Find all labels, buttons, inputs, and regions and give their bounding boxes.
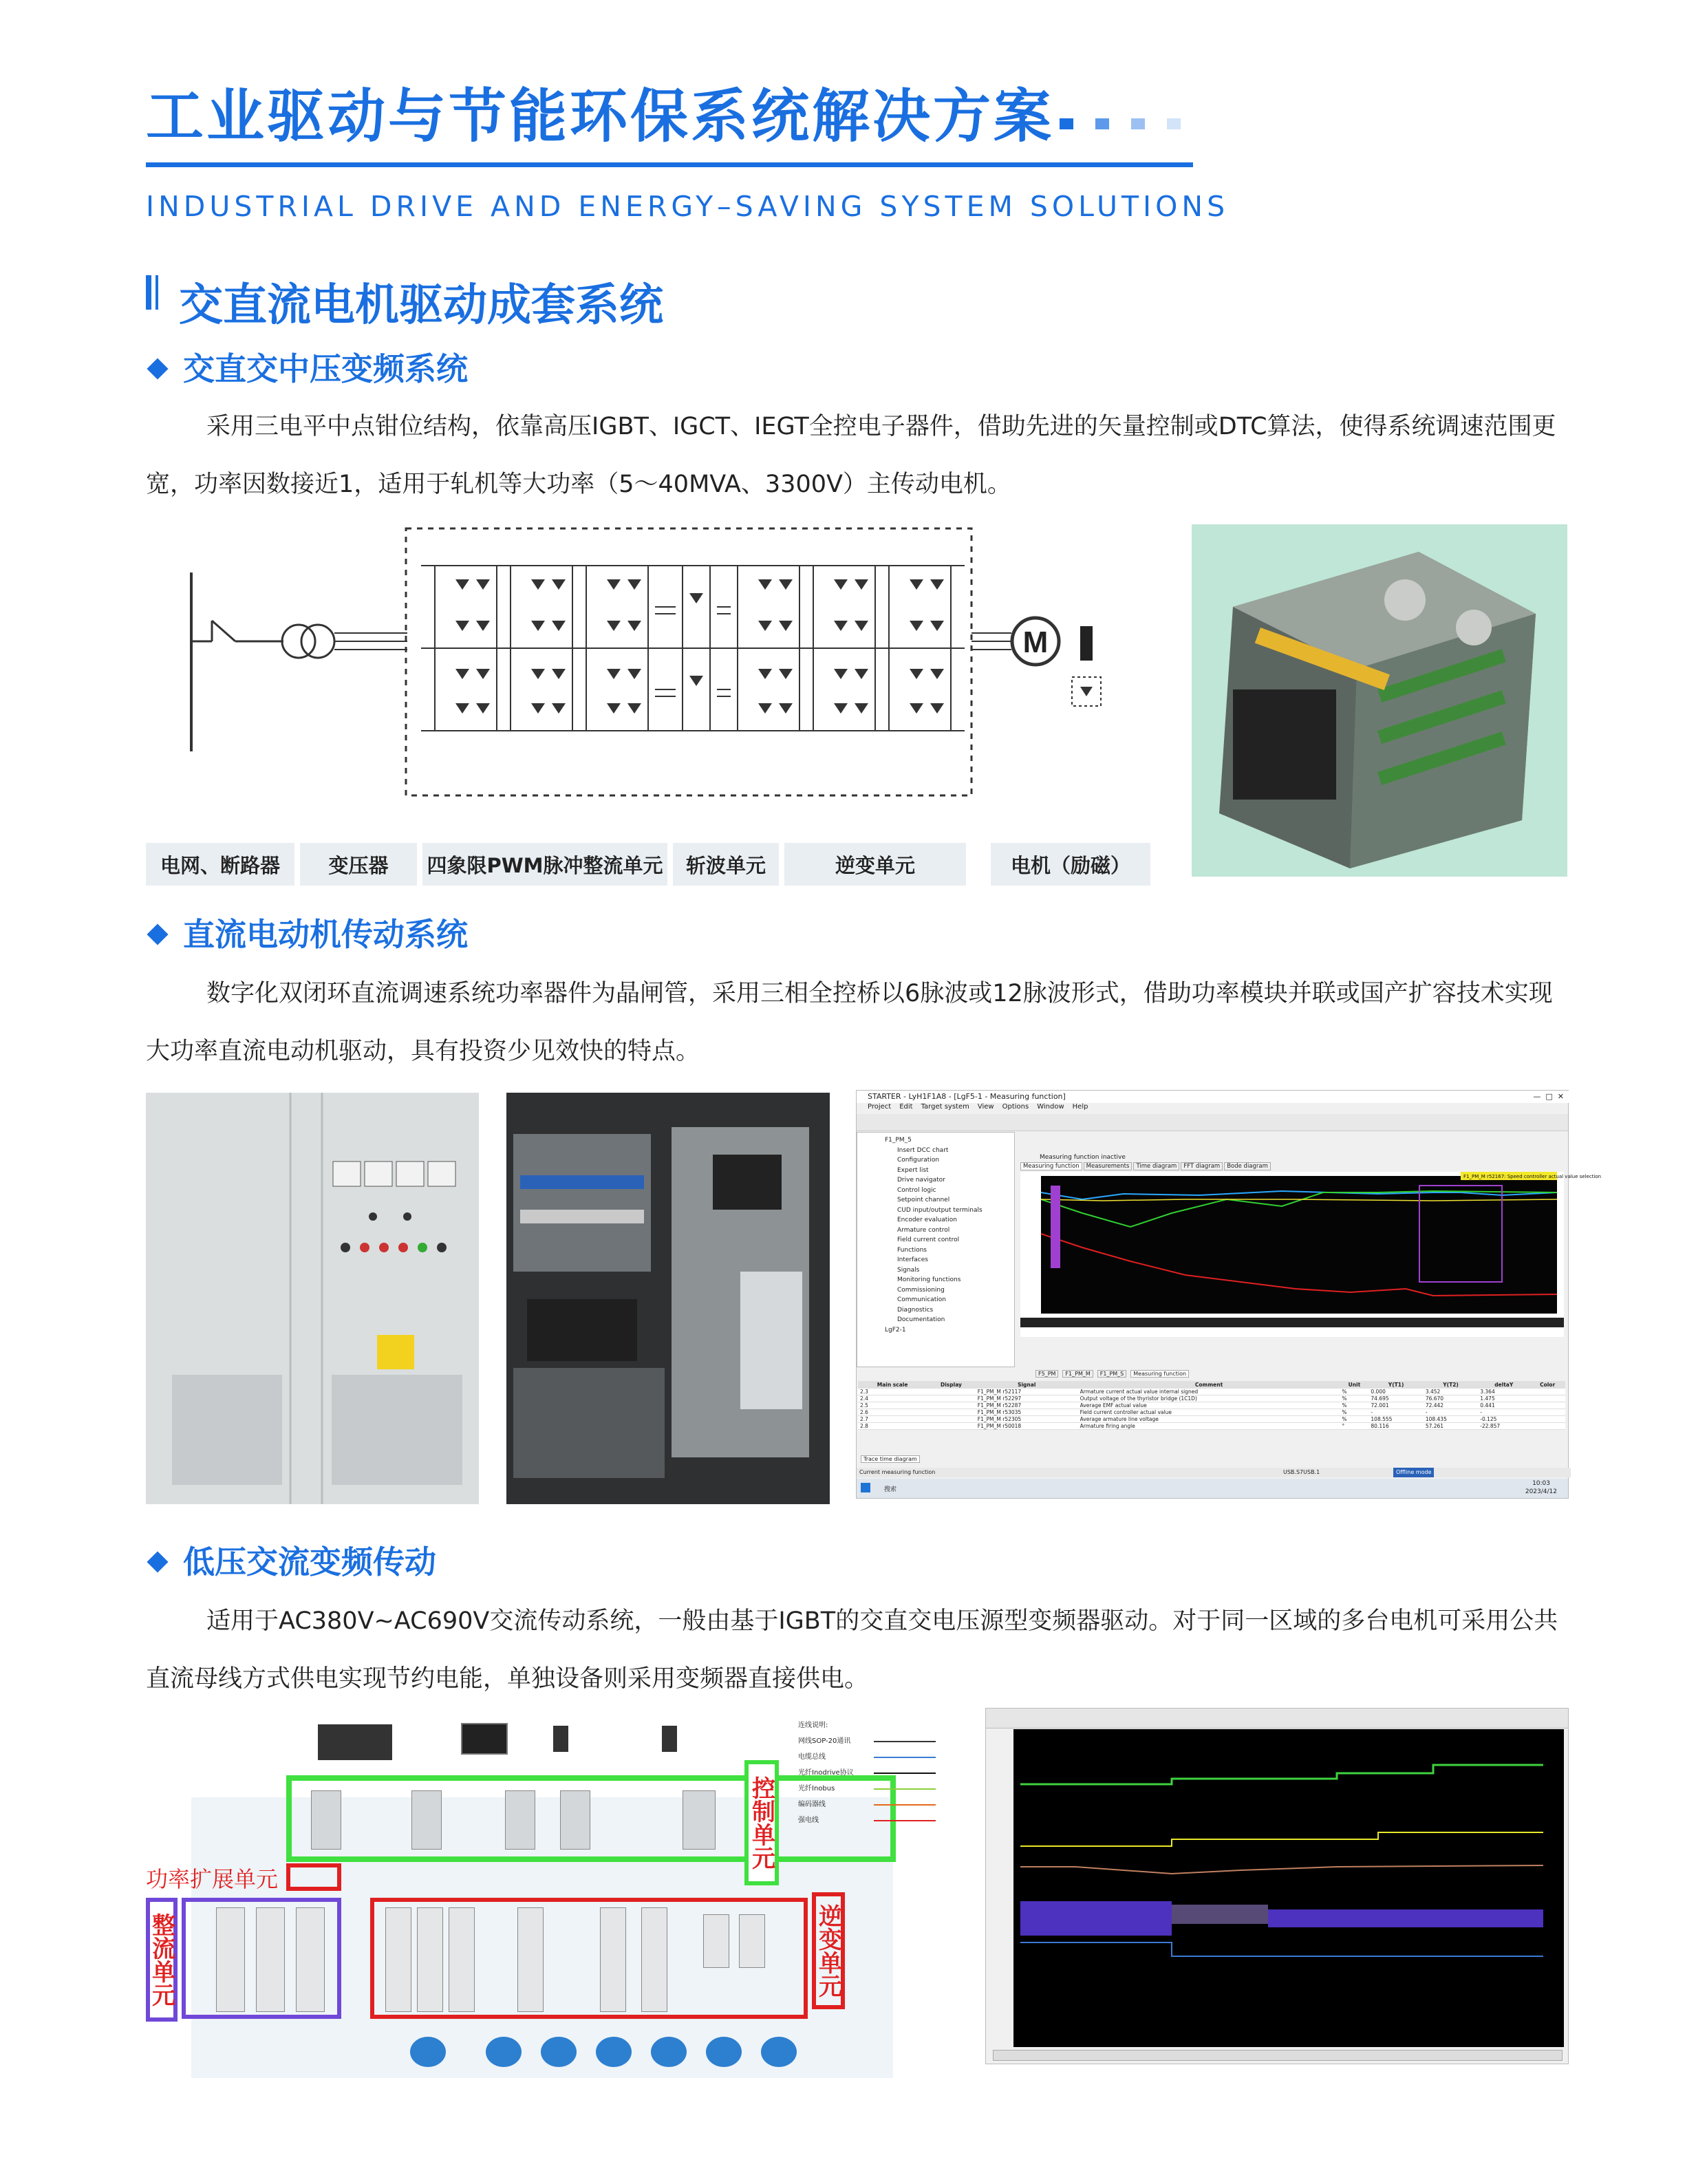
- windows-start-icon[interactable]: [861, 1483, 870, 1492]
- module: [739, 1914, 765, 1968]
- status-inactive: Measuring function inactive: [1040, 1154, 1126, 1161]
- table-cell: Armature firing angle: [1078, 1423, 1340, 1430]
- module: [641, 1907, 667, 2012]
- lv-drive-diagram: [146, 1715, 944, 2078]
- table-cell: 2.3: [858, 1389, 927, 1395]
- legend-text: 强电线: [798, 1817, 819, 1824]
- module: [385, 1907, 411, 2012]
- section-title: 交直流电机驱动成套系统: [179, 280, 663, 331]
- module: [296, 1907, 325, 2012]
- tree-item[interactable]: Expert list: [897, 1166, 929, 1174]
- table-cell: -0.125: [1478, 1416, 1529, 1423]
- subsection-title-1: 交直交中压变频系统: [150, 344, 468, 389]
- measure-tabs: [1020, 1162, 1271, 1170]
- module: [417, 1907, 443, 2012]
- table-cell: [927, 1389, 976, 1395]
- menu-window[interactable]: Window: [1037, 1103, 1064, 1111]
- tab-item[interactable]: F5_PM: [1035, 1370, 1058, 1378]
- legend-item: [798, 1749, 943, 1765]
- tab-fft-diagram[interactable]: FFT diagram: [1181, 1162, 1223, 1170]
- table-cell: F1_PM_M r50018: [976, 1423, 1078, 1430]
- table-cell: [1529, 1409, 1565, 1416]
- th: deltaY: [1494, 1382, 1514, 1388]
- tree-item[interactable]: LgF2-1: [885, 1326, 906, 1334]
- module: [411, 1790, 442, 1850]
- tab-item[interactable]: Measuring function: [1130, 1370, 1189, 1378]
- power-ext-box: [286, 1863, 341, 1891]
- tree-item[interactable]: Field current control: [897, 1236, 960, 1243]
- trace-plot: [993, 1729, 1564, 2047]
- legend-note: F1_PM_M r52167: Speed controller actual value selection: [1463, 1174, 1602, 1179]
- cabinet-photo: [146, 1093, 479, 1504]
- table-cell: Average EMF actual value: [1078, 1402, 1340, 1409]
- table-cell: -22.857: [1478, 1423, 1529, 1430]
- table-cell: [1529, 1423, 1565, 1430]
- menu-project[interactable]: Project: [868, 1103, 892, 1111]
- control-label-box: 控制单元: [744, 1760, 779, 1885]
- module: [216, 1907, 245, 2012]
- legend-line: [874, 1741, 936, 1742]
- tab-item[interactable]: F1_PM_M: [1062, 1370, 1093, 1378]
- table-cell: 2.4: [858, 1395, 927, 1402]
- tree-item[interactable]: Interfaces: [897, 1256, 928, 1263]
- legend-text: 电缆总线: [798, 1753, 826, 1761]
- table-cell: 2.8: [858, 1423, 927, 1430]
- table-cell: F1_PM_M r52297: [976, 1395, 1078, 1402]
- tab-measuring-function[interactable]: Measuring function: [1020, 1162, 1082, 1170]
- taskbar-search[interactable]: 搜索: [884, 1486, 897, 1493]
- legend-item: [798, 1733, 943, 1749]
- table-cell: 1.475: [1478, 1395, 1529, 1402]
- diamond-icon: [147, 358, 168, 379]
- table-row[interactable]: [858, 1409, 1565, 1416]
- window-titlebar: STARTER - LyH1F1A8 - [LgF5-1 - Measuring function]: [857, 1091, 1579, 1103]
- legend-text: 网线SOP-20通讯: [798, 1737, 851, 1745]
- power-ext-label: 功率扩展单元: [146, 1866, 279, 1892]
- rectifier-label-box: 整流单元: [146, 1898, 178, 2022]
- th: Unit: [1348, 1382, 1361, 1388]
- legend-item: [798, 1781, 943, 1797]
- legend-line: [874, 1788, 936, 1790]
- module: [683, 1790, 716, 1850]
- diagram-label-chopper: 斩波单元: [673, 843, 779, 886]
- table-cell: 2.5: [858, 1402, 927, 1409]
- legend-line: [874, 1820, 936, 1821]
- windows-taskbar: [857, 1479, 1568, 1498]
- table-cell: 72.442: [1424, 1402, 1478, 1409]
- menu-edit[interactable]: Edit: [899, 1103, 913, 1111]
- menu-target-system[interactable]: Target system: [921, 1103, 969, 1111]
- table-cell: [1529, 1402, 1565, 1409]
- table-row[interactable]: [858, 1389, 1565, 1395]
- table-cell: 2.7: [858, 1416, 927, 1423]
- table-cell: °: [1340, 1423, 1368, 1430]
- table-cell: -: [1478, 1409, 1529, 1416]
- tab-bode-diagram[interactable]: Bode diagram: [1224, 1162, 1271, 1170]
- diagram-label-transformer: 变压器: [300, 843, 417, 886]
- legend-text: 光纤Inodrive协议: [798, 1769, 854, 1777]
- plc-device: [318, 1724, 392, 1760]
- section-marker: [146, 275, 151, 310]
- table-row[interactable]: [858, 1395, 1565, 1402]
- table-cell: 76.670: [1424, 1395, 1478, 1402]
- legend-item: [798, 1765, 943, 1781]
- legend-text: 光纤Inobus: [798, 1785, 835, 1792]
- table-cell: [927, 1423, 976, 1430]
- tab-item[interactable]: F1_PM_S: [1097, 1370, 1127, 1378]
- connection-legend: 连线说明: 网线SOP-20通讯 电缆总线 光纤Inodrive协议 光纤Inobus 编码器线 强电线: [798, 1717, 943, 1828]
- tree-item[interactable]: Configuration: [897, 1157, 940, 1164]
- title-rule: [146, 162, 1193, 167]
- paragraph-1: 采用三电平中点钳位结构，依靠高压IGBT、IGCT、IEGT全控电子器件，借助先进的矢量控制或DTC算法，使得系统调速范围更宽，功率因数接近1，适用于轧机等大功率（5～40MVA、3300V）主传动电机。: [146, 413, 1556, 498]
- tree-item[interactable]: CUD input/output terminals: [897, 1206, 983, 1214]
- table-cell: 3.452: [1424, 1389, 1478, 1395]
- table-cell: 108.555: [1368, 1416, 1423, 1423]
- table-cell: F1_PM_M r52117: [976, 1389, 1078, 1395]
- th: Display: [941, 1382, 962, 1388]
- tree-item[interactable]: Control logic: [897, 1186, 936, 1194]
- signal-table: [858, 1381, 1565, 1430]
- taskbar-date: 2023/4/12: [1525, 1488, 1557, 1495]
- th: Signal: [1018, 1382, 1036, 1388]
- table-cell: Output voltage of the thyristor bridge (1C1D): [1078, 1395, 1340, 1402]
- page-title: 工业驱动与节能环保系统解决方案: [146, 83, 1055, 150]
- table-cell: [1529, 1395, 1565, 1402]
- menu-bar: [868, 1103, 1088, 1113]
- menu-view[interactable]: View: [977, 1103, 994, 1111]
- table-cell: 0.000: [1368, 1389, 1423, 1395]
- table-cell: 0.441: [1478, 1402, 1529, 1409]
- laptop: [461, 1723, 508, 1755]
- power-module-photo: [1192, 524, 1567, 877]
- table-cell: F1_PM_M r52305: [976, 1416, 1078, 1423]
- table-cell: F1_PM_M r53035: [976, 1409, 1078, 1416]
- tree-item[interactable]: Armature control: [897, 1226, 950, 1234]
- table-cell: %: [1340, 1402, 1368, 1409]
- table-cell: 108.435: [1424, 1416, 1478, 1423]
- drive-trace-screenshot: [985, 1708, 1569, 2064]
- table-cell: [927, 1409, 976, 1416]
- module: [517, 1907, 544, 2012]
- diamond-icon: [147, 1551, 168, 1572]
- tree-item[interactable]: Insert DCC chart: [897, 1146, 949, 1154]
- mv-circuit-diagram: [146, 524, 1192, 806]
- operator-panel: [662, 1726, 677, 1752]
- diagram-label-rectifier: 四象限PWM脉冲整流单元: [422, 843, 667, 886]
- module: [560, 1790, 590, 1850]
- table-cell: F1_PM_M r52287: [976, 1402, 1078, 1409]
- table-cell: 2.6: [858, 1409, 927, 1416]
- window-controls[interactable]: — □ ✕: [1533, 1092, 1564, 1101]
- diagram-label-grid: 电网、断路器: [146, 843, 294, 886]
- th: Main scale: [877, 1382, 908, 1388]
- table-cell: -: [1424, 1409, 1478, 1416]
- menu-help[interactable]: Help: [1072, 1103, 1088, 1111]
- module: [703, 1914, 729, 1968]
- tree-item[interactable]: Monitoring functions: [897, 1276, 961, 1283]
- operator-panel: [553, 1726, 568, 1752]
- diagram-label-motor: 电机（励磁）: [991, 843, 1150, 886]
- table-cell: 80.116: [1368, 1423, 1423, 1430]
- inverter-label-box: 逆变单元: [812, 1892, 845, 2009]
- th: Y(T1): [1388, 1382, 1404, 1388]
- table-row[interactable]: [858, 1402, 1565, 1409]
- trace-time-diagram-tab[interactable]: Trace time diagram: [861, 1455, 920, 1463]
- module: [311, 1790, 341, 1850]
- table-cell: %: [1340, 1409, 1368, 1416]
- module: [256, 1907, 285, 2012]
- trace-scrollbar[interactable]: [993, 2050, 1563, 2061]
- diamond-icon: [147, 923, 168, 945]
- paragraph-3: 适用于AC380V~AC690V交流传动系统，一般由基于IGBT的交直交电压源型变频器驱动。对于同一区域的多台电机可采用公共直流母线方式供电实现节约电能，单独设备则采用变频器直接供电。: [146, 1607, 1558, 1693]
- tree-item[interactable]: Documentation: [897, 1316, 945, 1323]
- table-cell: 72.001: [1368, 1402, 1423, 1409]
- table-cell: %: [1340, 1389, 1368, 1395]
- legend-item: [798, 1812, 943, 1828]
- module: [600, 1907, 626, 2012]
- table-cell: %: [1340, 1395, 1368, 1402]
- tree-item[interactable]: Setpoint channel: [897, 1197, 950, 1203]
- legend-text: 编码器线: [798, 1801, 826, 1808]
- toolbar: [857, 1114, 1568, 1131]
- table-cell: 74.695: [1368, 1395, 1423, 1402]
- tree-item[interactable]: Diagnostics: [897, 1306, 934, 1314]
- cabinet-interior-photo: [506, 1093, 830, 1504]
- statusbar: Current measuring function USB.S7USB.1 Offline mode: [857, 1468, 1571, 1477]
- tree-item[interactable]: Commissioning: [897, 1286, 945, 1294]
- legend-item: [798, 1797, 943, 1812]
- table-cell: 3.364: [1478, 1389, 1529, 1395]
- tree-item[interactable]: Communication: [897, 1296, 946, 1303]
- tree-item[interactable]: Functions: [897, 1246, 927, 1254]
- table-cell: Armature current actual value internal signed: [1078, 1389, 1340, 1395]
- measurement-trace-plot: [1020, 1172, 1602, 1337]
- table-cell: [927, 1402, 976, 1409]
- table-cell: Field current controller actual value: [1078, 1409, 1340, 1416]
- module: [449, 1907, 475, 2012]
- legend-line: [874, 1773, 936, 1774]
- table-cell: [927, 1416, 976, 1423]
- subsection-title-2: 直流电动机传动系统: [150, 910, 468, 955]
- diagram-label-inverter: 逆变单元: [784, 843, 966, 886]
- section-marker-2: [155, 275, 158, 310]
- tab-measurements[interactable]: Measurements: [1084, 1162, 1132, 1170]
- tree-item[interactable]: F1_PM_5: [885, 1137, 912, 1144]
- project-tree: [857, 1132, 1015, 1367]
- legend-line: [874, 1804, 936, 1806]
- legend-line: [874, 1757, 936, 1758]
- table-cell: [1529, 1389, 1565, 1395]
- table-cell: %: [1340, 1416, 1368, 1423]
- trace-toolbar: [986, 1709, 1568, 1728]
- menu-options[interactable]: Options: [1002, 1103, 1029, 1111]
- tree-item[interactable]: Signals: [897, 1266, 920, 1274]
- paragraph-2: 数字化双闭环直流调速系统功率器件为晶闸管，采用三相全控桥以6脉波或12脉波形式，借助功率模块并联或国产扩容技术实现大功率直流电动机驱动，具有投资少见效快的特点。: [146, 980, 1553, 1065]
- tree-item[interactable]: Encoder evaluation: [897, 1217, 957, 1223]
- starter-software-screenshot: [856, 1090, 1602, 1499]
- motor-row: [407, 2031, 806, 2073]
- module: [505, 1790, 535, 1850]
- table-cell: [927, 1395, 976, 1402]
- tab-time-diagram[interactable]: Time diagram: [1133, 1162, 1179, 1170]
- table-cell: [1529, 1416, 1565, 1423]
- table-cell: -: [1368, 1409, 1423, 1416]
- table-cell: Average armature line voltage: [1078, 1416, 1340, 1423]
- th: Y(T2): [1443, 1382, 1459, 1388]
- page-subtitle-en: INDUSTRIAL DRIVE AND ENERGY–SAVING SYSTEM SOLUTIONS: [146, 190, 1230, 223]
- taskbar-time: 10:03: [1532, 1480, 1550, 1487]
- table-cell: 57.261: [1424, 1423, 1478, 1430]
- subsection-title-3: 低压交流变频传动: [150, 1537, 436, 1583]
- table-row[interactable]: [858, 1423, 1565, 1430]
- signal-tabs: [1035, 1370, 1189, 1378]
- th: Color: [1540, 1382, 1556, 1388]
- table-row[interactable]: [858, 1416, 1565, 1423]
- motor-symbol: M: [1022, 625, 1049, 659]
- tree-item[interactable]: Drive navigator: [897, 1177, 945, 1184]
- th: Comment: [1194, 1382, 1223, 1388]
